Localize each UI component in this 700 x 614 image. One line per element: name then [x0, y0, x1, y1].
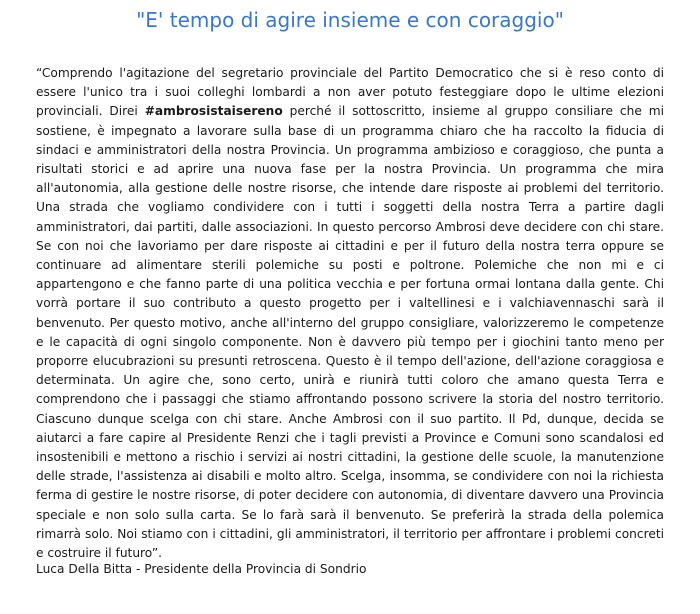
- body-text-rest: perché il sottoscritto, insieme al gruppo consiliare che mi sostiene, è impegnato a lavorare sulla base di un programma chiaro che ha raccolto la fiducia di sindaci e amministratori della nostra Provincia. Un programma ambizioso e coraggioso, che punta a risultati storici e ad aprire una nuova fase per la nostra Provincia. Un programma che mira all'autonomia, alla gestione delle nostre risorse, che intende dare risposte ai problemi del territorio. Una strada che vogliamo condividere con i tutti i soggetti della nostra Terra a partire dagli amministratori, dai partiti, dalle associazioni. In questo percorso Ambrosi deve decidere con chi stare. Se con noi che lavoriamo per dare risposte ai cittadini e per il futuro della nostra terra oppure se continuare ad alimentare sterili polemiche su posti e poltrone. Polemiche che non mi e ci appartengono e che fanno parte di una politica vecchia e per fortuna ormai lontana dalla gente. Chi vorrà portare il suo contributo a questo progetto per i valtellinesi e i valchiavennaschi sarà il benvenuto. Per questo motivo, anche all'interno del gruppo consigliare, valorizzeremo le competenze e le capacità di ogni singolo componente. Non è davvero più tempo per i giochini tanto meno per proporre elucubrazioni su presunti retroscena. Questo è il tempo dell'azione, dell'azione coraggiosa e determinata. Un agire che, sono certo, unirà e riunirà tutti coloro che amano questa Terra e comprendono che i passaggi che stiamo affrontando possono scrivere la storia del nostro territorio. Ciascuno dunque scelga con chi stare. Anche Ambrosi con il suo partito. Il Pd, dunque, decida se aiutarci a fare capire al Presidente Renzi che i tagli previsti a Province e Comuni sono scandalosi ed insostenibili e mettono a rischio i servizi ai nostri cittadini, la gestione delle scuole, la manutenzione delle strade, l'assistenza ai disabili e molto altro. Scelga, insomma, se condividere con noi la richiesta ferma di gestire le nostre risorse, di poter decidere con autonomia, di diventare davvero una Provincia speciale e non solo sulla carta. Se lo farà sarà il benvenuto. Se preferirà la strada della polemica rimarrà solo. Noi stiamo con i cittadini, gli amministratori, il territorio per affrontare i problemi concreti e costruire il futuro”.: [36, 104, 664, 561]
- body-paragraph: [36, 64, 664, 563]
- body-text-start: “Comprendo l'agitazione del segretario provinciale del Partito Democratico che si è reso conto di essere l'unico tra i suoi colleghi lombardi a non aver potuto festeggiare dopo le ultime elezioni provinciali. Direi: [36, 66, 664, 119]
- hashtag: #ambrosistaisereno: [144, 104, 283, 119]
- signature: Luca Della Bitta - Presidente della Provincia di Sondrio: [36, 562, 367, 576]
- document-title: "E' tempo di agire insieme e con coraggio": [136, 8, 564, 32]
